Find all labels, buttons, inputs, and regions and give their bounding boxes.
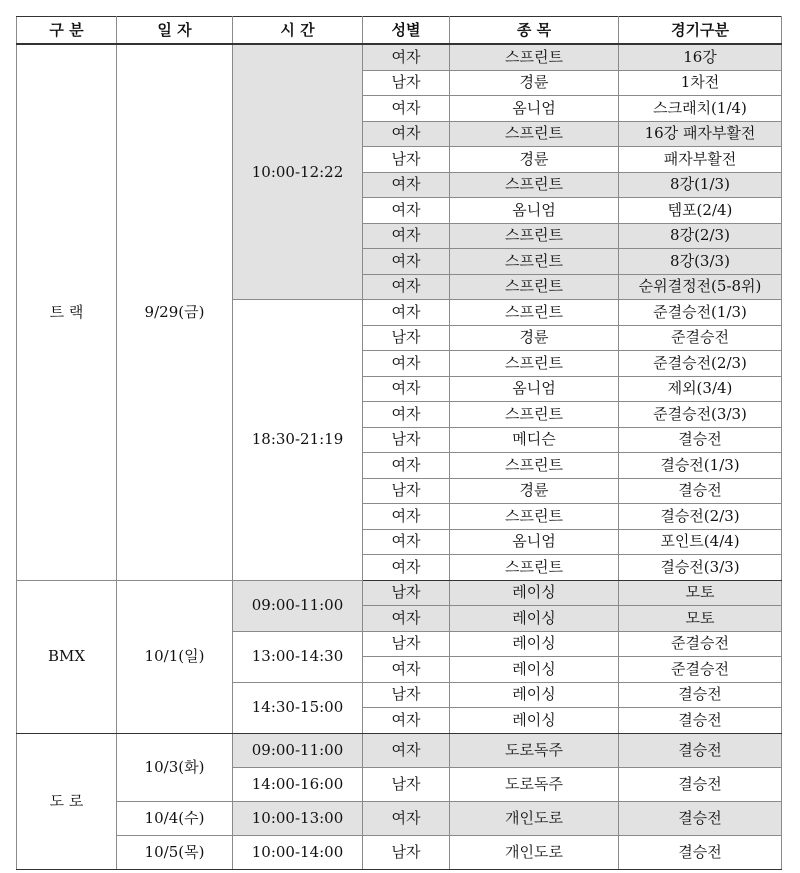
event-cell: 레이싱 (450, 708, 619, 734)
time-road-3: 10:00-13:00 (233, 801, 363, 835)
round-cell: 결승전 (619, 478, 782, 504)
round-cell: 16강 (619, 44, 782, 70)
gender-cell: 여자 (363, 96, 450, 122)
gender-cell: 남자 (363, 478, 450, 504)
gender-cell: 여자 (363, 708, 450, 734)
gender-cell: 남자 (363, 682, 450, 708)
round-cell: 16강 패자부활전 (619, 121, 782, 147)
round-cell: 모토 (619, 606, 782, 632)
header-gender: 성별 (363, 17, 450, 45)
date-bmx: 10/1(일) (117, 580, 233, 733)
gender-cell: 여자 (363, 300, 450, 326)
round-cell: 8강(3/3) (619, 249, 782, 275)
date-track: 9/29(금) (117, 44, 233, 580)
schedule-table (16, 16, 782, 870)
gender-cell: 여자 (363, 274, 450, 300)
round-cell: 1차전 (619, 70, 782, 96)
gender-cell: 남자 (363, 427, 450, 453)
event-cell: 레이싱 (450, 682, 619, 708)
time-track-am: 10:00-12:22 (233, 44, 363, 300)
header-event: 종 목 (450, 17, 619, 45)
event-cell: 스프린트 (450, 402, 619, 428)
round-cell: 템포(2/4) (619, 198, 782, 224)
event-cell: 스프린트 (450, 223, 619, 249)
date-road-2: 10/4(수) (117, 801, 233, 835)
gender-cell: 남자 (363, 580, 450, 606)
round-cell: 8강(2/3) (619, 223, 782, 249)
event-cell: 스프린트 (450, 44, 619, 70)
event-cell: 스프린트 (450, 274, 619, 300)
round-cell: 결승전 (619, 733, 782, 767)
gender-cell: 남자 (363, 147, 450, 173)
gender-cell: 여자 (363, 172, 450, 198)
gender-cell: 여자 (363, 801, 450, 835)
gender-cell: 여자 (363, 198, 450, 224)
event-cell: 스프린트 (450, 300, 619, 326)
event-cell: 경륜 (450, 147, 619, 173)
table-row (17, 801, 782, 835)
gender-cell: 여자 (363, 376, 450, 402)
time-track-pm: 18:30-21:19 (233, 300, 363, 581)
table-row (17, 733, 782, 767)
round-cell: 포인트(4/4) (619, 529, 782, 555)
event-cell: 레이싱 (450, 657, 619, 683)
gender-cell: 여자 (363, 44, 450, 70)
round-cell: 결승전 (619, 835, 782, 869)
round-cell: 순위결정전(5-8위) (619, 274, 782, 300)
round-cell: 결승전 (619, 708, 782, 734)
gender-cell: 여자 (363, 733, 450, 767)
event-cell: 경륜 (450, 478, 619, 504)
event-cell: 레이싱 (450, 606, 619, 632)
round-cell: 결승전 (619, 427, 782, 453)
round-cell: 준결승전(1/3) (619, 300, 782, 326)
round-cell: 준결승전(2/3) (619, 351, 782, 377)
gender-cell: 여자 (363, 606, 450, 632)
time-bmx-1: 09:00-11:00 (233, 580, 363, 631)
date-road-1: 10/3(화) (117, 733, 233, 801)
time-road-4: 10:00-14:00 (233, 835, 363, 869)
table-row (17, 580, 782, 606)
gender-cell: 여자 (363, 249, 450, 275)
event-cell: 메디슨 (450, 427, 619, 453)
event-cell: 옴니엄 (450, 376, 619, 402)
header-category: 구 분 (17, 17, 117, 45)
gender-cell: 여자 (363, 529, 450, 555)
gender-cell: 여자 (363, 402, 450, 428)
event-cell: 경륜 (450, 70, 619, 96)
header-date: 일 자 (117, 17, 233, 45)
round-cell: 모토 (619, 580, 782, 606)
round-cell: 패자부활전 (619, 147, 782, 173)
event-cell: 옴니엄 (450, 529, 619, 555)
round-cell: 준결승전 (619, 657, 782, 683)
time-bmx-2: 13:00-14:30 (233, 631, 363, 682)
event-cell: 스프린트 (450, 172, 619, 198)
gender-cell: 여자 (363, 351, 450, 377)
event-cell: 스프린트 (450, 453, 619, 479)
header-time: 시 간 (233, 17, 363, 45)
time-bmx-3: 14:30-15:00 (233, 682, 363, 733)
time-road-2: 14:00-16:00 (233, 767, 363, 801)
round-cell: 제외(3/4) (619, 376, 782, 402)
event-cell: 개인도로 (450, 801, 619, 835)
round-cell: 준결승전(3/3) (619, 402, 782, 428)
event-cell: 스프린트 (450, 351, 619, 377)
section-bmx: BMX (17, 580, 117, 733)
event-cell: 레이싱 (450, 631, 619, 657)
event-cell: 레이싱 (450, 580, 619, 606)
gender-cell: 남자 (363, 835, 450, 869)
date-road-3: 10/5(목) (117, 835, 233, 869)
event-cell: 경륜 (450, 325, 619, 351)
event-cell: 스프린트 (450, 249, 619, 275)
table-row (17, 44, 782, 70)
event-cell: 개인도로 (450, 835, 619, 869)
round-cell: 준결승전 (619, 631, 782, 657)
event-cell: 도로독주 (450, 767, 619, 801)
event-cell: 스프린트 (450, 121, 619, 147)
event-cell: 스프린트 (450, 504, 619, 530)
gender-cell: 남자 (363, 325, 450, 351)
event-cell: 옴니엄 (450, 198, 619, 224)
gender-cell: 여자 (363, 453, 450, 479)
event-cell: 옴니엄 (450, 96, 619, 122)
section-track: 트 랙 (17, 44, 117, 580)
round-cell: 결승전 (619, 682, 782, 708)
gender-cell: 남자 (363, 631, 450, 657)
round-cell: 결승전 (619, 801, 782, 835)
gender-cell: 여자 (363, 555, 450, 581)
round-cell: 스크래치(1/4) (619, 96, 782, 122)
round-cell: 8강(1/3) (619, 172, 782, 198)
round-cell: 결승전(2/3) (619, 504, 782, 530)
gender-cell: 여자 (363, 121, 450, 147)
gender-cell: 여자 (363, 504, 450, 530)
gender-cell: 여자 (363, 657, 450, 683)
gender-cell: 남자 (363, 70, 450, 96)
event-cell: 도로독주 (450, 733, 619, 767)
event-cell: 스프린트 (450, 555, 619, 581)
header-row (17, 17, 782, 45)
time-road-1: 09:00-11:00 (233, 733, 363, 767)
gender-cell: 여자 (363, 223, 450, 249)
round-cell: 준결승전 (619, 325, 782, 351)
section-road: 도 로 (17, 733, 117, 869)
round-cell: 결승전(3/3) (619, 555, 782, 581)
schedule-wrapper (16, 16, 782, 870)
round-cell: 결승전 (619, 767, 782, 801)
table-row (17, 835, 782, 869)
gender-cell: 남자 (363, 767, 450, 801)
header-round: 경기구분 (619, 17, 782, 45)
round-cell: 결승전(1/3) (619, 453, 782, 479)
